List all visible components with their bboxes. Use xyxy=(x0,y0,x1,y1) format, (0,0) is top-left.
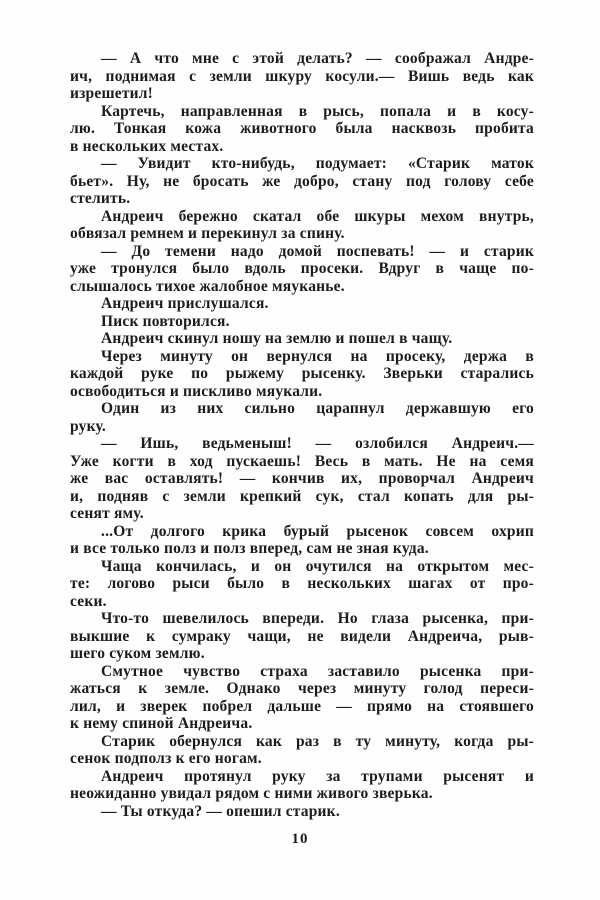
text-line: — До темени надо домой поспевать! — и старик xyxy=(101,242,534,260)
text-line: Писк повторился. xyxy=(101,312,230,330)
text-line: и все только полз и полз вперед, сам не зная куда. xyxy=(70,540,429,557)
text-line: сенят яму. xyxy=(70,505,144,522)
text-line: лил, и зверек побрел дальше — прямо на стоявшего xyxy=(70,697,534,715)
page-number: 10 xyxy=(291,831,309,847)
text-line: Картечь, направленная в рысь, попала и в косу- xyxy=(101,102,534,120)
text-line: Уже когти в ход пускаешь! Весь в мать. Не на семя xyxy=(70,452,534,470)
text-line: уже тронулся было вдоль просеки. Вдруг в чаще по- xyxy=(70,260,534,277)
text-line: — Ты откуда? — опешил старик. xyxy=(101,802,340,820)
text-line: освободиться и пискливо мяукали. xyxy=(70,382,323,400)
text-line: выкшие к сумраку чащи, не видели Андреича, рыв- xyxy=(70,627,534,645)
text-line: те: логово рыси было в нескольких шагах от про- xyxy=(70,575,534,592)
text-line: стелить. xyxy=(70,190,131,207)
text-line: Старик обернулся как раз в ту минуту, когда ры- xyxy=(101,732,534,750)
text-line: Что-то шевелилось впереди. Но глаза рысенка, при- xyxy=(101,610,534,627)
text-line: каждой руке по рыжему рысенку. Зверьки старались xyxy=(70,365,534,382)
text-line: Один из них сильно царапнул державшую его xyxy=(101,400,534,417)
text-line: Андреич бережно скатал обе шкуры мехом внутрь, xyxy=(101,207,534,225)
text-line: ич, поднимая с земли шкуру косули.— Вишь ведь как xyxy=(70,67,534,85)
page-text xyxy=(70,50,534,820)
text-line: Через минуту он вернулся на просеку, держа в xyxy=(101,347,534,365)
text-line: Смутное чувство страха заставило рысенка при- xyxy=(101,662,534,680)
text-line: Андреич протянул руку за трупами рысенят и xyxy=(101,767,534,785)
text-line: жаться к земле. Однако через минуту голод переси- xyxy=(70,680,534,697)
text-line: шего суком землю. xyxy=(70,645,205,662)
text-line: руку. xyxy=(70,417,106,435)
text-line: лю. Тонкая кожа животного была насквозь пробита xyxy=(70,120,534,137)
text-line: неожиданно увидал рядом с ними живого зверька. xyxy=(70,785,433,802)
text-line: сенок подполз к его ногам. xyxy=(70,750,262,767)
text-line: в нескольких местах. xyxy=(70,137,224,155)
text-line: Чаща кончилась, и он очутился на открытом мес- xyxy=(101,557,534,575)
text-line: ...От долгого крика бурый рысенок совсем охрип xyxy=(101,522,534,540)
text-line: бьет». Ну, не бросать же добро, стану под голову себе xyxy=(70,172,534,190)
text-line: — Ишь, ведьменыш! — озлобился Андреич.— xyxy=(101,435,534,452)
text-line: Андреич скинул ношу на землю и пошел в чащу. xyxy=(101,330,453,347)
text-line: изрешетил! xyxy=(70,85,154,102)
text-line: — А что мне с этой делать? — соображал Андре- xyxy=(101,50,534,67)
text-line: и, подняв с земли крепкий сук, стал копать для ры- xyxy=(70,487,534,505)
text-line: к нему спиной Андреича. xyxy=(70,715,253,732)
text-line: слышалось тихое жалобное мяуканье. xyxy=(70,277,345,295)
text-line: обвязал ремнем и перекинул за спину. xyxy=(70,225,345,242)
text-line: Андреич прислушался. xyxy=(101,295,269,312)
text-line: — Увидит кто-нибудь, подумает: «Старик маток xyxy=(101,155,534,172)
text-line: же вас оставлять! — кончив их, проворчал Андреич xyxy=(70,470,534,487)
text-line: секи. xyxy=(70,592,107,610)
